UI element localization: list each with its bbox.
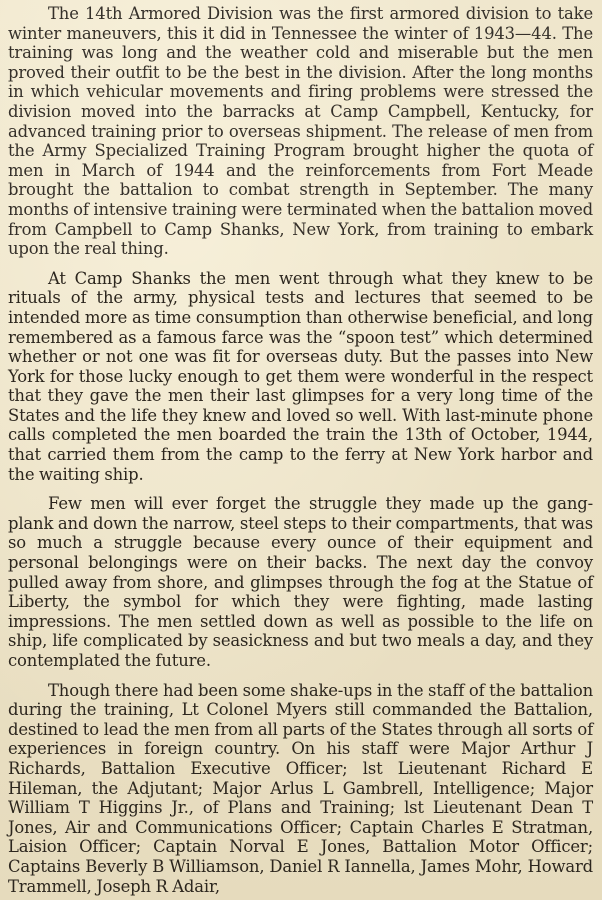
paragraph-camp-shanks: At Camp Shanks the men went through what they knew to be rituals of the army, physical tests and lectures that seemed to be intended more as time consumption than otherwise beneficial, and long remembered as a famous farce was the “spoon test” which determined whether or not one was fit for overseas duty. But the passes into New York for those lucky enough to get them were wonderful in the respect that they gave the men their last glimpses for a very long time of the States and the life they knew and loved so well. With last-minute phone calls completed the men boarded the train the 13th of October, 1944, that carried them from the camp to the ferry at New York harbor and the waiting ship. [8,268,593,484]
paragraph-battalion-staff: Though there had been some shake-ups in the staff of the battalion during the training, Lt Colonel Myers still commanded the Battalion, destined to lead the men from all parts of the States through all sorts of experiences in foreign country. On his staff were Major Arthur J Richards, Battalion Executive Officer; lst Lieutenant Richard E Hileman, the Adjutant; Major Arlus L Gambrell, Intelligence; Major William T Higgins Jr., of Plans and Training; lst Lieutenant Dean T Jones, Air and Communications Officer; Captain Charles E Stratman, Laision Officer; Captain Norval E Jones, Battalion Motor Officer; Captains Beverly B Williamson, Daniel R Iannella, James Mohr, Howard Trammell, Joseph R Adair, [8,680,593,896]
paragraph-voyage: Few men will ever forget the struggle they made up the gang-plank and down the narrow, steel steps to their compartments, that was so much a struggle because every ounce of their equipment and personal belongings were on their backs. The next day the convoy pulled away from shore, and glimpses through the fog at the Statue of Liberty, the symbol for which they were fighting, made lasting impressions. The men settled down as well as possible to the life on ship, life complicated by seasickness and but two meals a day, and they contemplated the future. [8,494,593,670]
paragraph-winter-maneuvers: The 14th Armored Division was the first armored division to take winter maneuvers, this it did in Tennessee the winter of 1943—44. The training was long and the weather cold and miserable but the men proved their outfit to be the best in the division. After the long months in which vehicular movements and firing problems were stressed the division moved into the barracks at Camp Campbell, Kentucky, for advanced training prior to overseas shipment. The release of men from the Army Specialized Training Program brought higher the quota of men in March of 1944 and the reinforcements from Fort Meade brought the battalion to combat strength in September. The many months of intensive training were terminated when the battalion moved from Campbell to Camp Shanks, New York, from training to embark upon the real thing. [8,4,593,259]
